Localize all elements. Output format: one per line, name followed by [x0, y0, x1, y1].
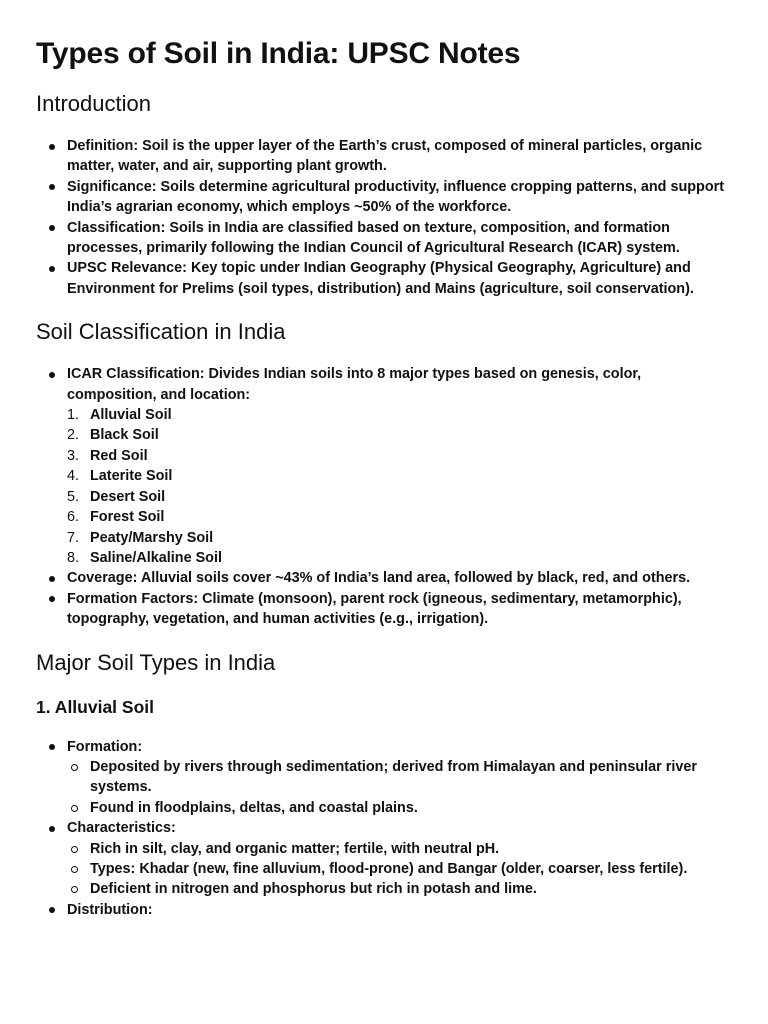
soil-type-name: Red Soil [90, 447, 148, 464]
sublist-item: Deposited by rivers through sedimentation; derived from Himalayan and peninsular river systems. [67, 757, 732, 798]
soil-type-item [67, 425, 732, 445]
item-number: 3. [67, 447, 80, 464]
soil-type-item [67, 466, 732, 486]
sublist-item: Found in floodplains, deltas, and coastal plains. [67, 798, 732, 818]
soil-type-name: Black Soil [90, 427, 159, 444]
sublist-item: Deficient in nitrogen and phosphorus but rich in potash and lime. [67, 879, 732, 899]
formation-sublist [67, 757, 732, 818]
section-heading-introduction: Introduction [36, 91, 151, 116]
list-item: Classification: Soils in India are classified based on texture, composition, and formation processes, primarily following the Indian Council of Agricultural Research (ICAR) system. [36, 218, 732, 259]
item-number: 1. [67, 407, 80, 424]
soil-type-item [67, 487, 732, 507]
soil-type-name: Alluvial Soil [90, 407, 172, 424]
list-item-distribution: Distribution: [36, 900, 732, 920]
item-number: 6. [67, 509, 80, 526]
characteristics-sublist [67, 839, 732, 900]
soil-type-item [67, 548, 732, 568]
list-item-formation-factors: Formation Factors: Climate (monsoon), parent rock (igneous, sedimentary, metamorphic), topography, vegetation, and human activities (e.g., irrigation). [36, 589, 732, 630]
section-heading-major-soils: Major Soil Types in India [36, 649, 276, 675]
subsection-heading-alluvial: 1. Alluvial Soil [36, 696, 154, 717]
list-item: UPSC Relevance: Key topic under Indian Geography (Physical Geography, Agriculture) and Environment for Prelims (soil types, distribution) and Mains (agriculture, soil conservation). [36, 258, 732, 299]
page-title: Types of Soil in India: UPSC Notes [36, 37, 521, 70]
list-item-formation [36, 737, 732, 819]
soil-type-item [67, 507, 732, 527]
soil-type-item [67, 528, 732, 548]
list-item-coverage: Coverage: Alluvial soils cover ~43% of India’s land area, followed by black, red, and others. [36, 568, 732, 588]
item-number: 7. [67, 529, 80, 546]
soil-type-list [67, 405, 732, 568]
soil-type-name: Forest Soil [90, 509, 165, 526]
item-number: 8. [67, 549, 80, 566]
characteristics-label: Characteristics: [67, 820, 176, 837]
list-item-characteristics [36, 818, 732, 900]
alluvial-list [36, 737, 732, 921]
introduction-list [36, 136, 732, 299]
sublist-item: Rich in silt, clay, and organic matter; fertile, with neutral pH. [67, 839, 732, 859]
soil-type-name: Saline/Alkaline Soil [90, 549, 222, 566]
soil-type-item [67, 405, 732, 425]
soil-type-name: Laterite Soil [90, 468, 173, 485]
section-heading-classification: Soil Classification in India [36, 319, 286, 345]
list-item: Significance: Soils determine agricultural productivity, influence cropping patterns, and support India’s agrarian economy, which employs ~50% of the workforce. [36, 177, 732, 218]
list-item: Definition: Soil is the upper layer of the Earth’s crust, composed of mineral particles, organic matter, water, and air, supporting plant growth. [36, 136, 732, 177]
item-number: 5. [67, 488, 80, 505]
item-number: 2. [67, 427, 80, 444]
soil-type-item [67, 446, 732, 466]
soil-type-name: Desert Soil [90, 488, 166, 505]
formation-label: Formation: [67, 738, 143, 755]
soil-type-name: Peaty/Marshy Soil [90, 529, 214, 546]
sublist-item: Types: Khadar (new, fine alluvium, flood-prone) and Bangar (older, coarser, less fertile). [67, 859, 732, 879]
list-item-icar [36, 364, 732, 568]
item-number: 4. [67, 468, 80, 485]
classification-list [36, 364, 732, 629]
icar-text: ICAR Classification: Divides Indian soils into 8 major types based on genesis, color, composition, and location: [67, 366, 642, 403]
